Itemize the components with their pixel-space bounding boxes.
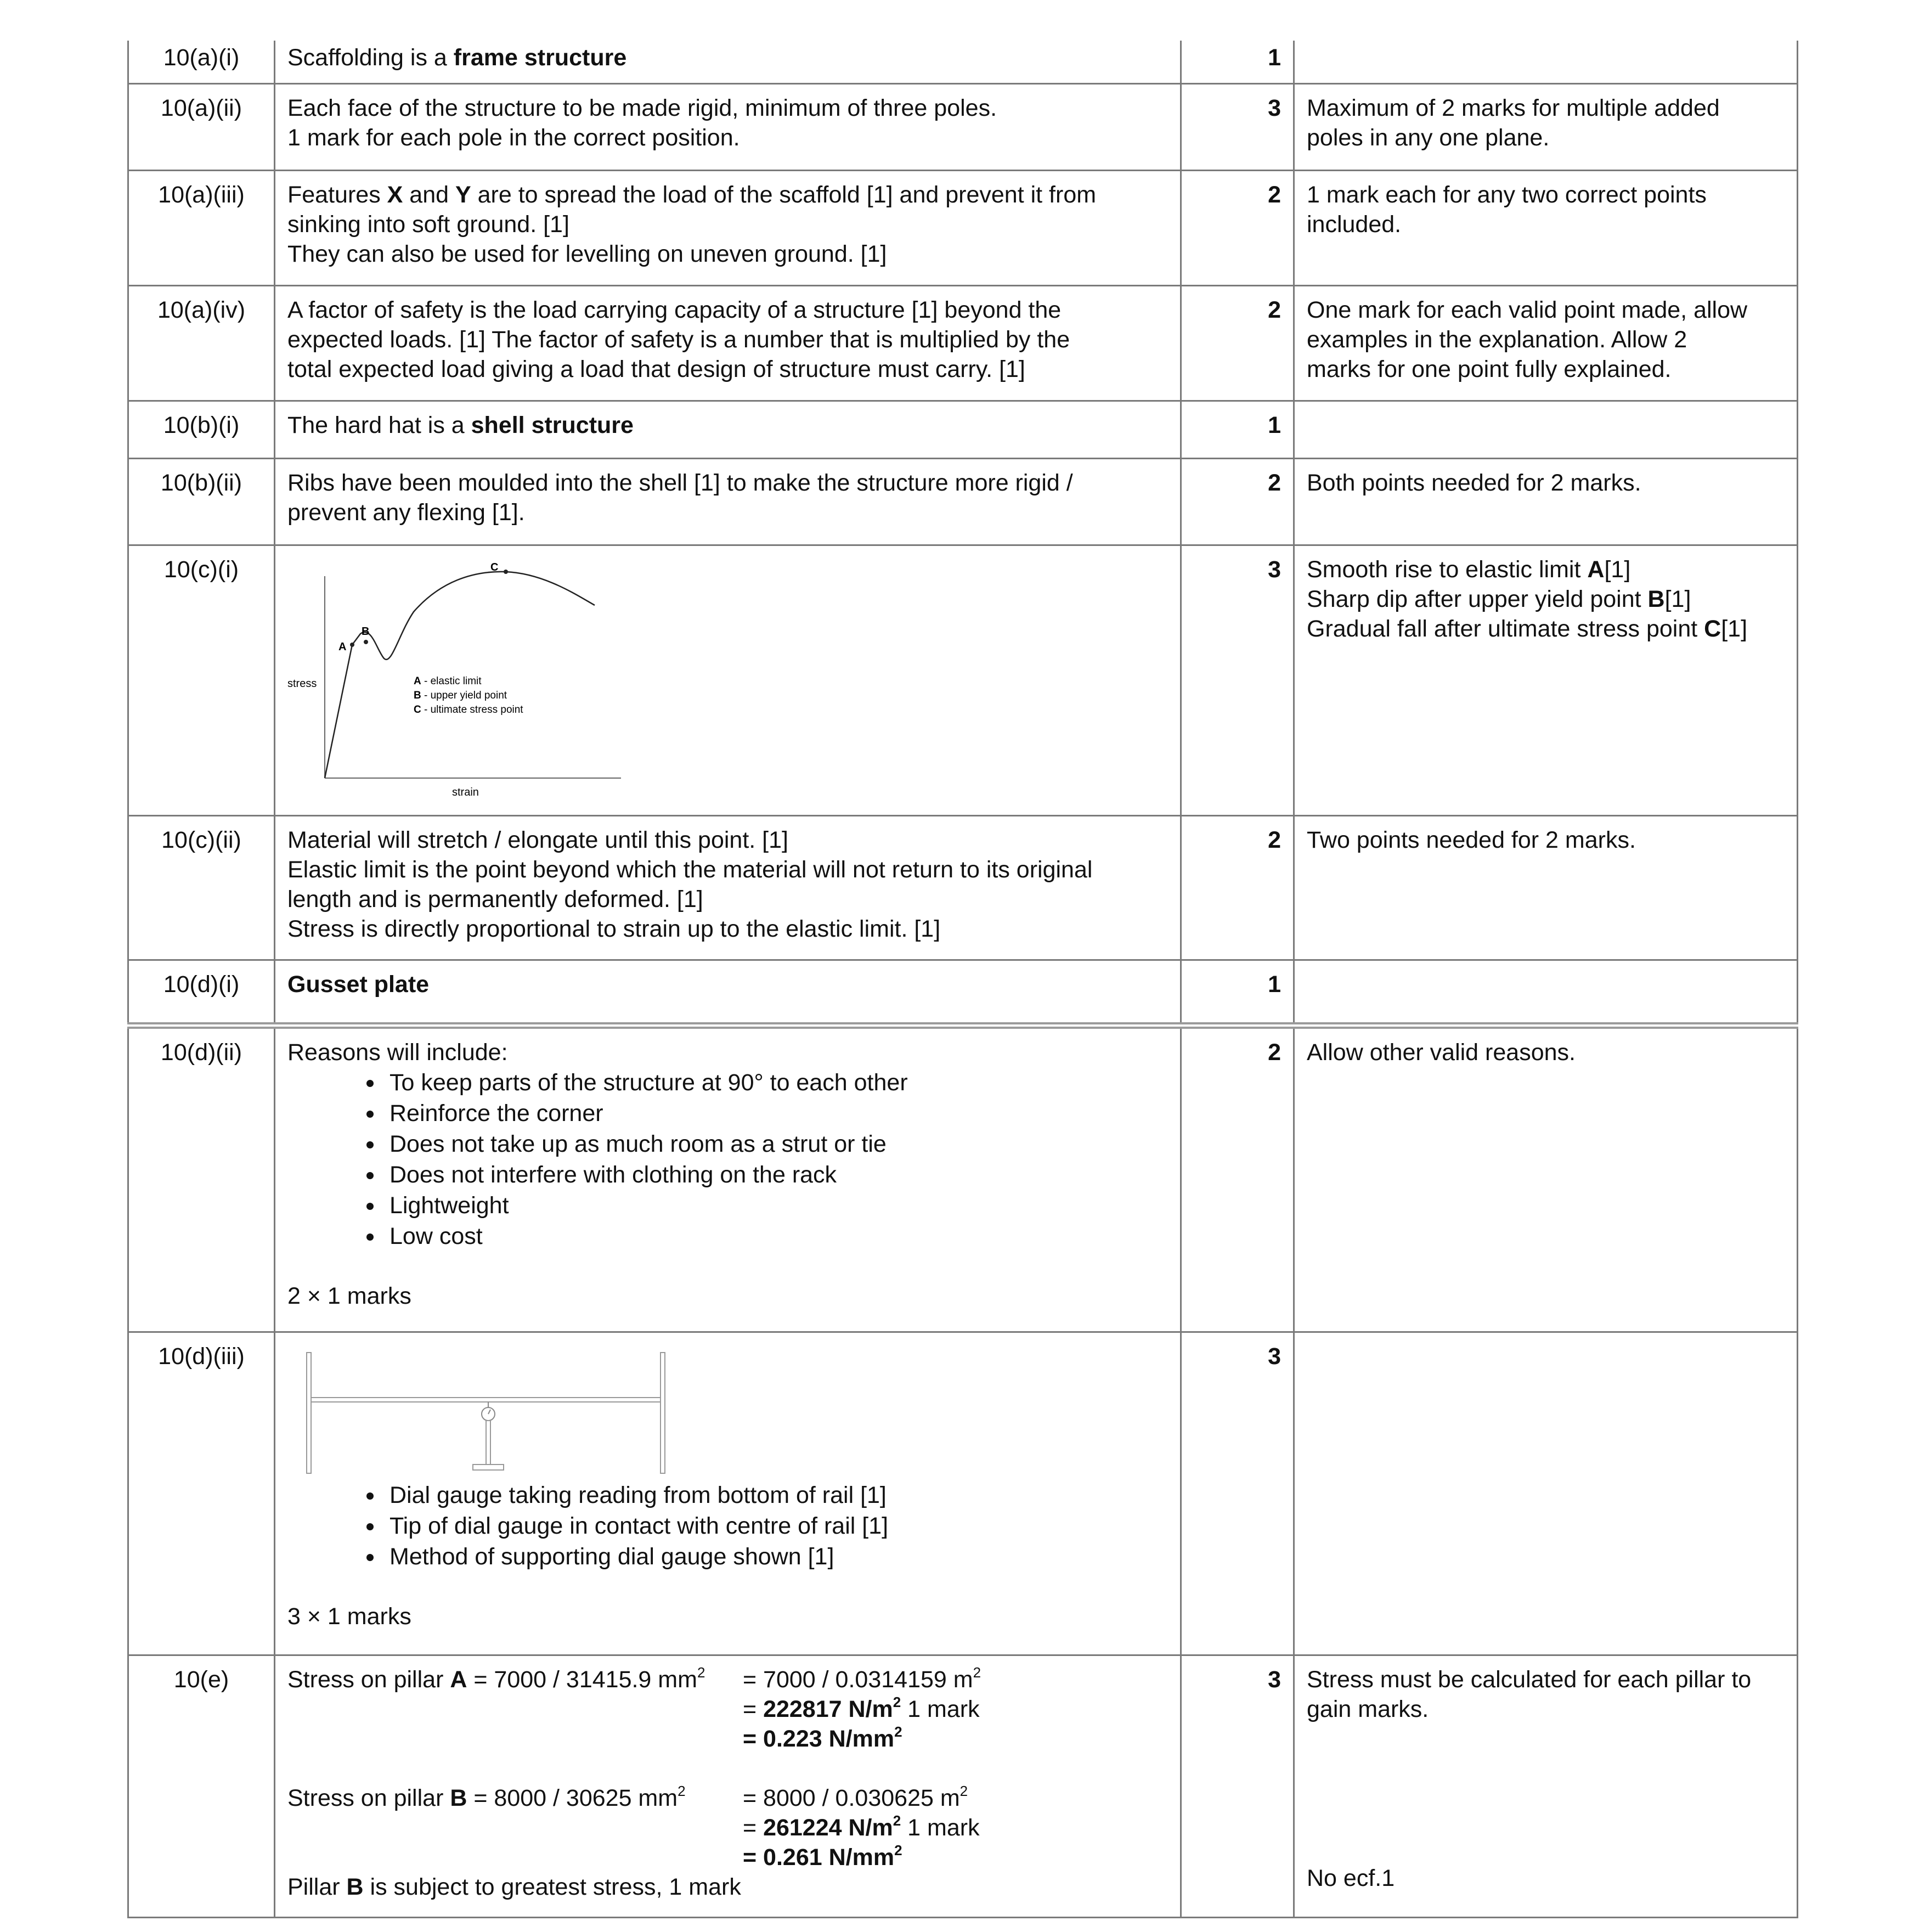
guidance-cell — [1295, 85, 1798, 170]
table-row — [127, 85, 1798, 171]
guidance-cell — [1295, 816, 1798, 959]
guidance-cell — [1295, 1029, 1798, 1331]
answer-cell — [275, 85, 1182, 170]
guidance-line: Both points needed for 2 marks. — [1307, 470, 1641, 496]
question-number: 10(a)(i) — [127, 41, 275, 83]
list-item: • Method of supporting dial gauge shown [1] — [384, 1541, 1168, 1572]
answer-line: Elastic limit is the point beyond which the material will not return to its original — [287, 857, 1093, 883]
answer-text: The hard hat is a — [287, 412, 471, 438]
marks-cell: 3 — [1182, 85, 1295, 170]
guidance-line: One mark for each valid point made, allow — [1307, 297, 1748, 323]
answer-line: expected loads. [1] The factor of safety is a number that is multiplied by the — [287, 326, 1070, 353]
answer-line: sinking into soft ground. [1] — [287, 211, 569, 238]
pillar-a-calculation: Stress on pillar A = 7000 / 31415.9 $mm^2$ = 7000 / 0.0314159 $m^2$ = 222817 $N/m^2$ 1 mark = 0.223 $N/mm^2$ — [287, 1664, 981, 1752]
guidance-line: Gradual fall after ultimate stress point C[1] — [1307, 616, 1748, 642]
answer-cell — [275, 41, 1182, 83]
point-b-label: B — [362, 626, 370, 638]
marks-cell: 1 — [1182, 402, 1295, 458]
guidance-cell — [1295, 546, 1798, 815]
list-item: • Reinforce the corner — [384, 1098, 1168, 1129]
guidance-line: gain marks. — [1307, 1696, 1429, 1722]
question-number: 10(e) — [127, 1656, 275, 1917]
answer-line: They can also be used for levelling on uneven ground. [1] — [287, 241, 887, 267]
answer-keyword: shell structure — [471, 412, 634, 438]
marks-cell: 2 — [1182, 286, 1295, 400]
table-row — [127, 961, 1798, 1029]
table-row — [127, 171, 1798, 286]
table-row — [127, 286, 1798, 402]
reasons-list — [287, 1067, 1168, 1252]
answer-cell — [275, 459, 1182, 544]
question-number: 10(d)(iii) — [127, 1333, 275, 1654]
guidance-line: poles in any one plane. — [1307, 125, 1550, 151]
marks-cell: 2 — [1182, 459, 1295, 544]
point-b-marker — [364, 640, 368, 644]
right-upright — [661, 1353, 665, 1473]
list-item: • Does not interfere with clothing on the rack — [384, 1159, 1168, 1190]
table-row — [127, 459, 1798, 546]
table-row — [127, 41, 1798, 85]
marks-cell: 1 — [1182, 961, 1295, 1022]
answer-line: A factor of safety is the load carrying capacity of a structure [1] beyond the — [287, 297, 1062, 323]
answer-text: Scaffolding is a — [287, 44, 454, 71]
legend-c: C - ultimate stress point — [414, 704, 523, 716]
answer-line: Stress is directly proportional to strain up to the elastic limit. [1] — [287, 916, 941, 942]
stress-strain-graph — [275, 546, 659, 798]
question-number: 10(b)(i) — [127, 402, 275, 458]
dial-gauge-diagram — [287, 1342, 682, 1479]
answer-line: total expected load giving a load that design of structure must carry. [1] — [287, 356, 1025, 382]
guidance-line: examples in the explanation. Allow 2 — [1307, 326, 1687, 353]
answer-line: Features X and Y are to spread the load of the scaffold [1] and prevent it from — [287, 182, 1097, 208]
guidance-cell — [1295, 41, 1798, 83]
answer-cell — [275, 1333, 1182, 1654]
marks-cell: 3 — [1182, 1656, 1295, 1917]
guidance-cell — [1295, 961, 1798, 1022]
list-item: • Dial gauge taking reading from bottom of rail [1] — [384, 1480, 1168, 1511]
guidance-line: 1 mark each for any two correct points — [1307, 182, 1707, 208]
gauge-base — [473, 1465, 504, 1470]
answer-cell — [275, 286, 1182, 400]
answer-line: prevent any flexing [1]. — [287, 499, 525, 526]
marks-cell: 3 — [1182, 1333, 1295, 1654]
answer-cell — [275, 961, 1182, 1022]
point-c-marker — [504, 570, 508, 574]
list-item: • To keep parts of the structure at 90° to each other — [384, 1067, 1168, 1098]
guidance-line: Maximum of 2 marks for multiple added — [1307, 95, 1720, 121]
guidance-line: Stress must be calculated for each pillar to — [1307, 1666, 1752, 1693]
mark-scheme-table — [127, 41, 1798, 1918]
question-number: 10(a)(ii) — [127, 85, 275, 170]
gauge-stand — [486, 1421, 490, 1465]
guidance-cell — [1295, 402, 1798, 458]
marks-cell: 2 — [1182, 1029, 1295, 1331]
method-list — [287, 1480, 1168, 1572]
question-number: 10(a)(iv) — [127, 286, 275, 400]
table-row — [127, 816, 1798, 961]
table-row — [127, 1029, 1798, 1333]
answer-cell — [275, 1656, 1182, 1917]
answer-intro: Reasons will include: — [287, 1039, 508, 1066]
list-item: • Tip of dial gauge in contact with centre of rail [1] — [384, 1511, 1168, 1541]
table-row — [127, 546, 1798, 816]
question-number: 10(d)(i) — [127, 961, 275, 1022]
answer-cell — [275, 171, 1182, 285]
table-row — [127, 1333, 1798, 1656]
marks-cell: 3 — [1182, 546, 1295, 815]
guidance-cell — [1295, 1333, 1798, 1654]
guidance-cell — [1295, 1656, 1798, 1917]
marks-cell: 2 — [1182, 816, 1295, 959]
legend-b: B - upper yield point — [414, 690, 507, 701]
guidance-line: included. — [1307, 211, 1402, 238]
answer-line: Ribs have been moulded into the shell [1] to make the structure more rigid / — [287, 470, 1073, 496]
rail — [311, 1398, 661, 1402]
answer-line: Material will stretch / elongate until this point. [1] — [287, 827, 788, 853]
guidance-line: Two points needed for 2 marks. — [1307, 827, 1636, 853]
marks-cell: 1 — [1182, 41, 1295, 83]
pillar-b-calculation: Stress on pillar B = 8000 / 30625 $mm^2$ = 8000 / 0.030625 $m^2$ = 261224 $N/m^2$ 1 mark = 0.261 $N/mm^2$ — [287, 1783, 980, 1871]
question-number: 10(c)(ii) — [127, 816, 275, 959]
point-a-marker — [350, 643, 354, 647]
guidance-cell — [1295, 171, 1798, 285]
guidance-line: marks for one point fully explained. — [1307, 356, 1672, 382]
list-item: • Lightweight — [384, 1190, 1168, 1221]
marks-footer: 3 × 1 marks — [287, 1603, 411, 1630]
answer-cell — [275, 1029, 1182, 1331]
answer-cell — [275, 402, 1182, 458]
legend-a: A - elastic limit — [414, 675, 482, 687]
list-item: • Low cost — [384, 1221, 1168, 1252]
answer-keyword: frame structure — [453, 44, 627, 71]
conclusion-line: Pillar B is subject to greatest stress, 1 mark — [287, 1874, 741, 1900]
answer-line: Each face of the structure to be made rigid, minimum of three poles. — [287, 95, 997, 121]
y-axis-label: stress — [287, 678, 317, 690]
guidance-cell — [1295, 459, 1798, 544]
answer-keyword: Gusset plate — [287, 971, 430, 998]
marks-footer: 2 × 1 marks — [287, 1283, 411, 1309]
answer-line: length and is permanently deformed. [1] — [287, 886, 703, 913]
question-number: 10(b)(ii) — [127, 459, 275, 544]
question-number: 10(d)(ii) — [127, 1029, 275, 1331]
point-a-label: A — [338, 641, 347, 653]
question-number: 10(a)(iii) — [127, 171, 275, 285]
point-c-label: C — [490, 561, 499, 573]
left-upright — [307, 1353, 311, 1473]
answer-cell — [275, 546, 1182, 815]
stress-strain-curve — [325, 572, 595, 778]
guidance-line: Sharp dip after upper yield point B[1] — [1307, 586, 1691, 612]
guidance-line: Allow other valid reasons. — [1307, 1039, 1576, 1066]
answer-line: 1 mark for each pole in the correct position. — [287, 125, 740, 151]
list-item: • Does not take up as much room as a strut or tie — [384, 1129, 1168, 1159]
guidance-cell — [1295, 286, 1798, 400]
answer-cell — [275, 816, 1182, 959]
marks-cell: 2 — [1182, 171, 1295, 285]
guidance-line: Smooth rise to elastic limit A[1] — [1307, 556, 1631, 583]
guidance-note: No ecf.1 — [1307, 1865, 1395, 1891]
table-row — [127, 1656, 1798, 1918]
question-number: 10(c)(i) — [127, 546, 275, 815]
table-row — [127, 402, 1798, 459]
x-axis-label: strain — [452, 786, 479, 798]
